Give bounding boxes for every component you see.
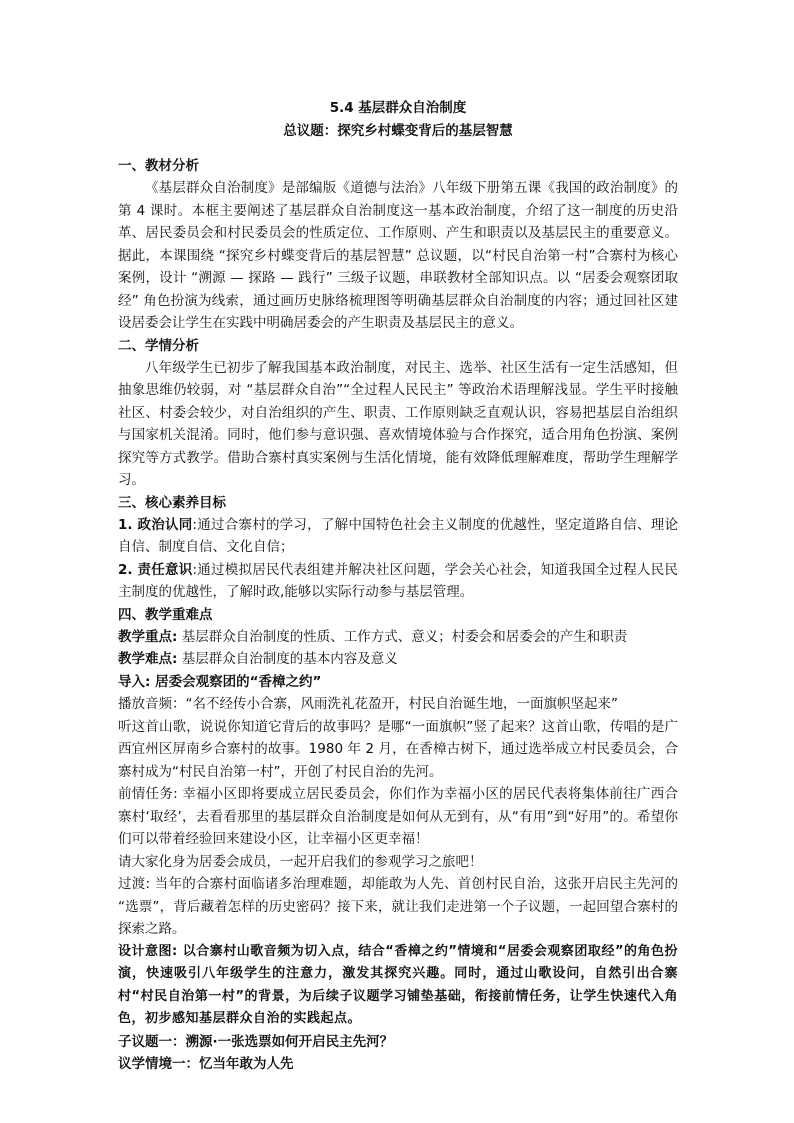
- design-intent: 设计意图: 以合寨村山歌音频为切入点，结合“香樟之约”情境和“居委会观察团取经”的角色扮演，快速吸引八年级学生的注意力，激发其探究兴趣。同时，通过山歌设问，自然引出合寨村“村民自治第一村”的背景，为后续子议题学习铺垫基础，衔接前情任务，让学生快速代入角色，初步感知基层群众自治的实践起点。: [118, 943, 678, 1026]
- section-heading-goals: 三、核心素养目标: [118, 494, 226, 511]
- key-point-text: 基层群众自治制度的性质、工作方式、意义；村委会和居委会的产生和职责: [177, 628, 628, 645]
- section-heading-students: 二、学情分析: [118, 337, 199, 354]
- intro-task: 前情任务: 幸福小区即将要成立居民委员会，你们作为幸福小区的居民代表将集体前往广西合寨村‘取经’，去看看那里的基层群众自治制度是如何从无到有，从“有用”到“好用”的。希望你们可以带着经验回来建设小区，让幸福小区更幸福！: [118, 786, 678, 847]
- difficulty-line: [118, 648, 678, 671]
- doc-title: 5.4 基层群众自治制度: [329, 100, 467, 116]
- document-page: [118, 97, 678, 1076]
- goal-2-label: 2. 责任意识: [118, 561, 193, 578]
- key-point-label: 教学重点:: [118, 628, 178, 645]
- intro-transition: 过渡: 当年的合寨村面临诸多治理难题，却能敢为人先、首创村民自治，这张开启民主先河的 “选票”，背后藏着怎样的历史密码？接下来，就让我们走进第一个子议题，一起回望合寨村的探索之路。: [118, 876, 678, 937]
- materials-paragraph: 《基层群众自治制度》是部编版《道德与法治》八年级下册第五课《我国的政治制度》的第 4 课时。本框主要阐述了基层群众自治制度这一基本政治制度，介绍了这一制度的历史沿革、居民委员会和村民委员会的性质定位、工作原则、产生和职责以及基层民主的重要意义。据此，本课围绕 “探究乡村蝶变背后的基层智慧” 总议题，以“村民自治第一村”合寨村为核心案例，设计 “溯源 — 探路 — 践行” 三级子议题，串联教材全部知识点。以 “居委会观察团取经” 角色扮演为线索，通过画历史脉络梳理图等明确基层群众自治制度的内容；通过回社区建设居委会让学生在实践中明确居委会的产生职责及基层民主的意义。: [118, 180, 678, 331]
- goal-political-identity: [118, 514, 678, 559]
- difficulty-label: 教学难点:: [118, 651, 178, 667]
- section-heading-materials: 一、教材分析: [118, 158, 199, 174]
- intro-invite: 请大家化身为居委会成员，一起开启我们的参观学习之旅吧！: [118, 853, 483, 870]
- intro-label: 导入:: [118, 673, 151, 690]
- sub-topic-1-scene: 议学情境一：忆当年敢为人先: [118, 1056, 294, 1072]
- goal-responsibility: [118, 559, 678, 604]
- intro-story: 听这首山歌，说说你知道它背后的故事吗？是哪“一面旗帜”竖了起来？这首山歌，传唱的是广西宜州区屏南乡合寨村的故事。1980 年 2 月，在香樟古树下，通过选举成立村民委员会，合寨村成为“村民自治第一村”，开创了村民自治的先河。: [118, 718, 678, 780]
- goal-2-text: :通过模拟居民代表组建并解决社区问题，学会关心社会，知道我国全过程人民民主制度的优越性，了解时政,能够以实际行动参与基层管理。: [118, 561, 678, 600]
- students-paragraph: 八年级学生已初步了解我国基本政治制度，对民主、选举、社区生活有一定生活感知，但抽象思维仍较弱，对 “基层群众自治”“全过程人民民主” 等政治术语理解浅显。学生平时接触社区、村委会较少，对自治组织的产生、职责、工作原则缺乏直观认识，容易把基层自治组织与国家机关混淆。同时，他们参与意识强、喜欢情境体验与合作探究，适合用角色扮演、案例探究等方式教学。借助合寨村真实案例与生活化情境，能有效降低理解难度，帮助学生理解学习。: [118, 359, 678, 488]
- section-heading-key-points: 四、教学重难点: [118, 606, 213, 623]
- goal-1-text: :通过合寨村的学习，了解中国特色社会主义制度的优越性，坚定道路自信、理论自信、制度自信、文化自信；: [118, 516, 678, 555]
- intro-title: 居委会观察团的“香樟之约”: [150, 673, 322, 690]
- doc-subtitle: 总议题：探究乡村蝶变背后的基层智慧: [283, 123, 513, 139]
- goal-1-label: 1. 政治认同: [118, 516, 193, 533]
- intro-audio: 播放音频：“名不经传小合寨，风雨洗礼花盈开，村民自治诞生地，一面旗帜坚起来”: [118, 696, 618, 712]
- intro-heading: [118, 671, 678, 694]
- difficulty-text: 基层群众自治制度的基本内容及意义: [177, 651, 398, 667]
- sub-topic-1-title: 子议题一：溯源·一张选票如何开启民主先河？: [118, 1033, 394, 1050]
- key-point-line: [118, 626, 678, 649]
